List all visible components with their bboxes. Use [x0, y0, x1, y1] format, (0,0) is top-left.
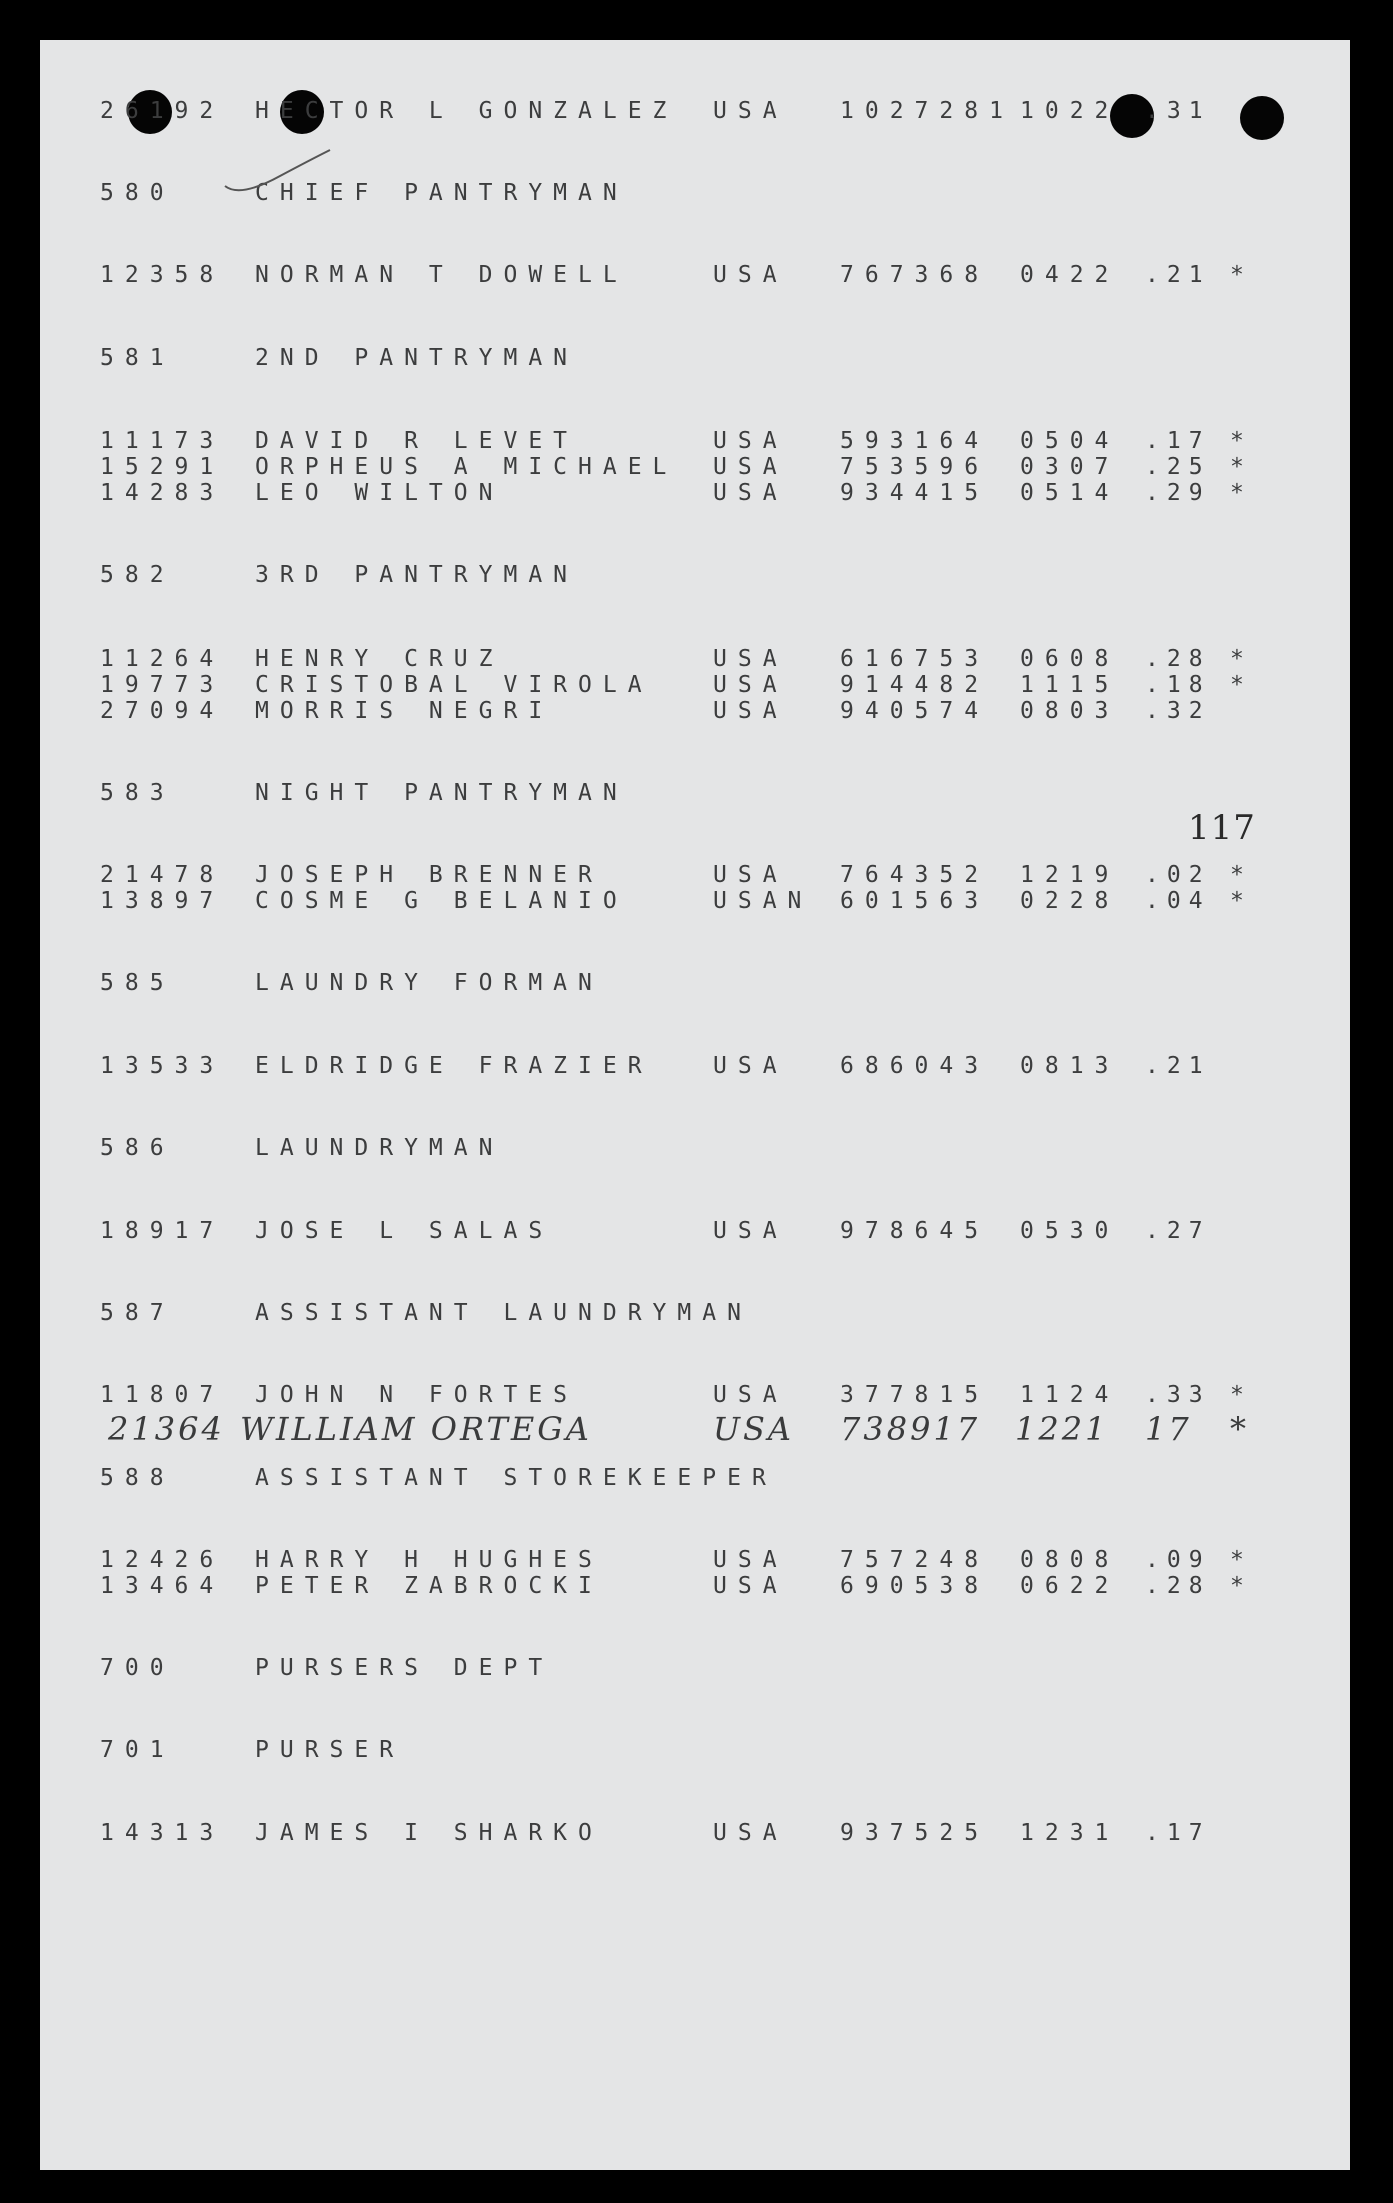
section-heading: [40, 1465, 1350, 1491]
rating-code: 587: [100, 1300, 175, 1326]
crew-entry: [40, 262, 1350, 288]
date-code: 1115: [1020, 672, 1120, 698]
crew-entry: [40, 862, 1350, 888]
crew-name: WILLIAM ORTEGA: [240, 1410, 592, 1448]
crew-name: JOHN N FORTES: [255, 1382, 579, 1408]
rating-code: 588: [100, 1465, 175, 1491]
crew-name: HARRY H HUGHES: [255, 1547, 603, 1573]
section-heading: [40, 1737, 1350, 1763]
document-number: 690538: [840, 1573, 990, 1599]
rate-value: .28: [1145, 646, 1211, 672]
star-mark: *: [1230, 454, 1255, 480]
date-code: 0228: [1020, 888, 1120, 914]
date-code: 0504: [1020, 428, 1120, 454]
rating-title: 3RD PANTRYMAN: [255, 562, 579, 588]
date-code: 1221: [1015, 1410, 1109, 1448]
date-code: 0808: [1020, 1547, 1120, 1573]
crew-name: CRISTOBAL VIROLA: [255, 672, 653, 698]
handwritten-entry: [40, 1410, 1350, 1448]
crew-name: NORMAN T DOWELL: [255, 262, 628, 288]
rating-code: 586: [100, 1135, 175, 1161]
star-mark: *: [1230, 646, 1255, 672]
crew-number: 14313: [100, 1820, 225, 1846]
citizenship: USA: [713, 1573, 788, 1599]
citizenship: USAN: [713, 888, 813, 914]
rating-title: PURSER: [255, 1737, 405, 1763]
star-mark: *: [1230, 862, 1255, 888]
star-mark: *: [1230, 888, 1255, 914]
date-code: 1219: [1020, 862, 1120, 888]
section-heading: [40, 1135, 1350, 1161]
rating-code: 700: [100, 1655, 175, 1681]
crew-entry: [40, 1382, 1350, 1408]
crew-name: ELDRIDGE FRAZIER: [255, 1053, 653, 1079]
star-mark: *: [1230, 1573, 1255, 1599]
date-code: 0803: [1020, 698, 1120, 724]
rate-value: .25: [1145, 454, 1211, 480]
crew-name: JOSE L SALAS: [255, 1218, 554, 1244]
document-number: 377815: [840, 1382, 990, 1408]
date-code: 1022: [1020, 98, 1120, 124]
section-heading: [40, 1300, 1350, 1326]
page-number: 117: [1188, 808, 1256, 848]
document-number: 686043: [840, 1053, 990, 1079]
citizenship: USA: [713, 1410, 794, 1448]
rating-code: 581: [100, 345, 175, 371]
document-number: 757248: [840, 1547, 990, 1573]
crew-number: 15291: [100, 454, 225, 480]
crew-name: PETER ZABROCKI: [255, 1573, 603, 1599]
document-number: 753596: [840, 454, 990, 480]
rate-value: .09: [1145, 1547, 1211, 1573]
document-number: 914482: [840, 672, 990, 698]
crew-entry: [40, 1820, 1350, 1846]
crew-entry: [40, 98, 1350, 124]
crew-entry: [40, 1573, 1350, 1599]
crew-name: JAMES I SHARKO: [255, 1820, 603, 1846]
crew-entry: [40, 698, 1350, 724]
star-mark: *: [1230, 672, 1255, 698]
citizenship: USA: [713, 672, 788, 698]
crew-name: ORPHEUS A MICHAEL: [255, 454, 678, 480]
document-number: 978645: [840, 1218, 990, 1244]
crew-entry: [40, 1053, 1350, 1079]
rate-value: .21: [1145, 262, 1211, 288]
crew-number: 11264: [100, 646, 225, 672]
star-mark: *: [1230, 1382, 1255, 1408]
rate-value: .21: [1145, 1053, 1211, 1079]
crew-number: 12358: [100, 262, 225, 288]
date-code: 0530: [1020, 1218, 1120, 1244]
rate-value: .31: [1145, 98, 1211, 124]
crew-entry: [40, 888, 1350, 914]
rating-title: 2ND PANTRYMAN: [255, 345, 579, 371]
crew-name: DAVID R LEVET: [255, 428, 579, 454]
star-mark: *: [1230, 1410, 1249, 1448]
document-number: 940574: [840, 698, 990, 724]
star-mark: *: [1230, 480, 1255, 506]
date-code: 0514: [1020, 480, 1120, 506]
date-code: 0813: [1020, 1053, 1120, 1079]
document-number: 616753: [840, 646, 990, 672]
rating-title: ASSISTANT LAUNDRYMAN: [255, 1300, 752, 1326]
crew-number: 11173: [100, 428, 225, 454]
document-number: 601563: [840, 888, 990, 914]
crew-number: 13897: [100, 888, 225, 914]
rate-value: .32: [1145, 698, 1211, 724]
crew-number: 13464: [100, 1573, 225, 1599]
rate-value: .27: [1145, 1218, 1211, 1244]
document-number: 1027281: [840, 98, 1014, 124]
rating-code: 701: [100, 1737, 175, 1763]
section-heading: [40, 1655, 1350, 1681]
crew-number: 26192: [100, 98, 225, 124]
citizenship: USA: [713, 1053, 788, 1079]
rating-code: 580: [100, 180, 175, 206]
crew-name: LEO WILTON: [255, 480, 504, 506]
citizenship: USA: [713, 98, 788, 124]
rate-value: .04: [1145, 888, 1211, 914]
crew-entry: [40, 646, 1350, 672]
crew-entry: [40, 1547, 1350, 1573]
date-code: 0307: [1020, 454, 1120, 480]
star-mark: *: [1230, 1547, 1255, 1573]
rate-value: .29: [1145, 480, 1211, 506]
section-heading: [40, 345, 1350, 371]
rating-title: CHIEF PANTRYMAN: [255, 180, 628, 206]
document-number: 937525: [840, 1820, 990, 1846]
crew-name: HECTOR L GONZALEZ: [255, 98, 678, 124]
citizenship: USA: [713, 862, 788, 888]
rating-title: PURSERS DEPT: [255, 1655, 554, 1681]
rate-value: .17: [1145, 428, 1211, 454]
date-code: 0422: [1020, 262, 1120, 288]
rating-title: LAUNDRYMAN: [255, 1135, 504, 1161]
citizenship: USA: [713, 480, 788, 506]
date-code: 1231: [1020, 1820, 1120, 1846]
star-mark: *: [1230, 262, 1255, 288]
citizenship: USA: [713, 1382, 788, 1408]
citizenship: USA: [713, 262, 788, 288]
crew-number: 13533: [100, 1053, 225, 1079]
citizenship: USA: [713, 1547, 788, 1573]
crew-number: 14283: [100, 480, 225, 506]
citizenship: USA: [713, 428, 788, 454]
crew-name: HENRY CRUZ: [255, 646, 504, 672]
crew-entry: [40, 1218, 1350, 1244]
date-code: 0608: [1020, 646, 1120, 672]
crew-number: 12426: [100, 1547, 225, 1573]
rating-title: NIGHT PANTRYMAN: [255, 780, 628, 806]
crew-entry: [40, 454, 1350, 480]
rating-code: 582: [100, 562, 175, 588]
rate-value: .17: [1145, 1820, 1211, 1846]
citizenship: USA: [713, 454, 788, 480]
date-code: 1124: [1020, 1382, 1120, 1408]
document-number: 767368: [840, 262, 990, 288]
document-number: 738917: [840, 1410, 981, 1448]
rate-value: .33: [1145, 1382, 1211, 1408]
crew-number: 19773: [100, 672, 225, 698]
document-number: 764352: [840, 862, 990, 888]
crew-entry: [40, 428, 1350, 454]
rating-code: 585: [100, 970, 175, 996]
citizenship: USA: [713, 1820, 788, 1846]
rating-code: 583: [100, 780, 175, 806]
crew-number: 21478: [100, 862, 225, 888]
crew-entry: [40, 672, 1350, 698]
section-heading: [40, 780, 1350, 806]
rate-value: .28: [1145, 1573, 1211, 1599]
crew-name: MORRIS NEGRI: [255, 698, 554, 724]
crew-number: 11807: [100, 1382, 225, 1408]
crew-name: COSME G BELANIO: [255, 888, 628, 914]
rate-value: .18: [1145, 672, 1211, 698]
document-number: 934415: [840, 480, 990, 506]
rate-value: .02: [1145, 862, 1211, 888]
crew-name: JOSEPH BRENNER: [255, 862, 603, 888]
pencil-check-mark: [220, 148, 350, 198]
rate-value: 17: [1145, 1410, 1192, 1448]
citizenship: USA: [713, 646, 788, 672]
crew-number: 27094: [100, 698, 225, 724]
star-mark: *: [1230, 428, 1255, 454]
document-page: [40, 40, 1350, 2170]
section-heading: [40, 562, 1350, 588]
citizenship: USA: [713, 1218, 788, 1244]
crew-number: 21364: [108, 1410, 225, 1448]
rating-title: LAUNDRY FORMAN: [255, 970, 603, 996]
citizenship: USA: [713, 698, 788, 724]
crew-number: 18917: [100, 1218, 225, 1244]
date-code: 0622: [1020, 1573, 1120, 1599]
crew-entry: [40, 480, 1350, 506]
section-heading: [40, 970, 1350, 996]
rating-title: ASSISTANT STOREKEEPER: [255, 1465, 777, 1491]
document-number: 593164: [840, 428, 990, 454]
